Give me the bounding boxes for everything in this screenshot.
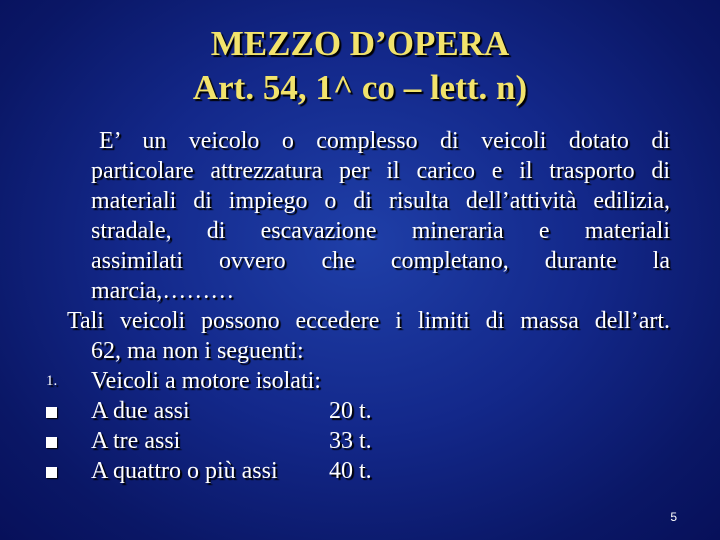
title-line-1: MEZZO D’OPERA [210, 24, 510, 63]
page-number: 5 [670, 510, 677, 524]
limits-intro-line-2: 62, ma non i seguenti: [91, 338, 304, 364]
square-bullet-icon [46, 437, 57, 448]
definition-paragraph [40, 126, 670, 306]
axle-label: A quattro o più assi [91, 458, 278, 484]
definition-line: marcia,……… [91, 278, 235, 304]
axle-label: A due assi [91, 398, 190, 424]
limits-intro [40, 306, 670, 366]
numbered-item-text: Veicoli a motore isolati: [91, 368, 321, 394]
square-bullet-icon [46, 407, 57, 418]
numbered-marker: 1. [46, 373, 58, 389]
list-item [40, 456, 670, 486]
axle-value: 40 t. [329, 458, 372, 484]
list-item [40, 426, 670, 456]
axle-value: 33 t. [329, 428, 372, 454]
square-bullet-icon [46, 467, 57, 478]
numbered-item [40, 366, 670, 396]
list-item [40, 396, 670, 426]
axle-label: A tre assi [91, 428, 181, 454]
limits-intro-line-1: Tali veicoli possono eccedere i limiti di massa dell’art. [67, 308, 670, 334]
definition-line: materiali di impiego o di risulta dell’attività edilizia, [91, 188, 670, 214]
slide-title [0, 22, 720, 110]
axle-value: 20 t. [329, 398, 372, 424]
definition-line: assimilati ovvero che completano, durante la [91, 248, 670, 274]
definition-line: E’ un veicolo o complesso di veicoli dotato di [99, 128, 670, 154]
definition-line: stradale, di escavazione mineraria e materiali [91, 218, 670, 244]
slide-body [40, 126, 670, 486]
title-line-2: Art. 54, 1^ co – lett. n) [192, 68, 528, 107]
definition-line: particolare attrezzatura per il carico e il trasporto di [91, 158, 670, 184]
